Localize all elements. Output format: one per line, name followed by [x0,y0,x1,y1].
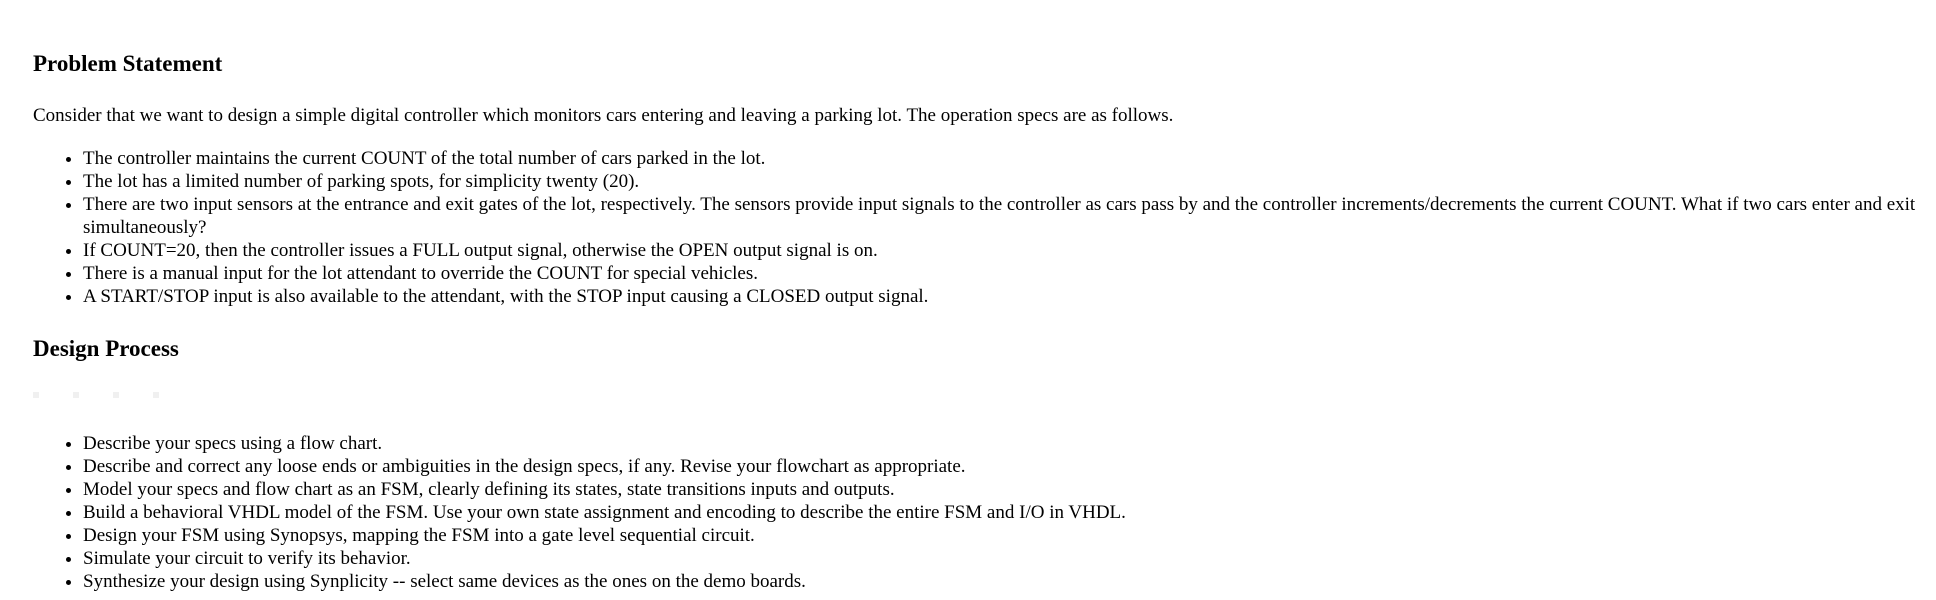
list-item: • There are two input sensors at the entrance and exit gates of the lot, respectively. The sensors provide input signals to the controller as cars pass by and the controller increments/decrements the current COUNT. What if two cars enter and exit simultaneously? [83,193,1923,239]
faded-text-artifact [33,392,173,398]
problem-specs-list [33,147,1923,308]
list-item: • Model your specs and flow chart as an FSM, clearly defining its states, state transitions inputs and outputs. [83,478,1923,501]
list-item: • Describe your specs using a flow chart. [83,432,1923,455]
list-item: • The controller maintains the current COUNT of the total number of cars parked in the lot. [83,147,1923,170]
list-item: • Describe and correct any loose ends or ambiguities in the design specs, if any. Revise your flowchart as appropriate. [83,455,1923,478]
list-item: • There is a manual input for the lot attendant to override the COUNT for special vehicles. [83,262,1923,285]
design-process-list [33,432,1923,593]
design-process-heading: Design Process [33,336,179,361]
list-item: • The lot has a limited number of parking spots, for simplicity twenty (20). [83,170,1923,193]
list-item: • Simulate your circuit to verify its behavior. [83,547,1923,570]
list-item: • If COUNT=20, then the controller issues a FULL output signal, otherwise the OPEN output signal is on. [83,239,1923,262]
problem-intro-paragraph: Consider that we want to design a simple digital controller which monitors cars entering and leaving a parking lot. The operation specs are as follows. [33,105,1174,126]
problem-statement-heading: Problem Statement [33,51,223,76]
list-item: • A START/STOP input is also available to the attendant, with the STOP input causing a CLOSED output signal. [83,285,1923,308]
list-item: • Design your FSM using Synopsys, mapping the FSM into a gate level sequential circuit. [83,524,1923,547]
list-item: • Synthesize your design using Synplicity -- select same devices as the ones on the demo boards. [83,570,1923,593]
list-item: • Build a behavioral VHDL model of the FSM. Use your own state assignment and encoding to describe the entire FSM and I/O in VHDL. [83,501,1923,524]
